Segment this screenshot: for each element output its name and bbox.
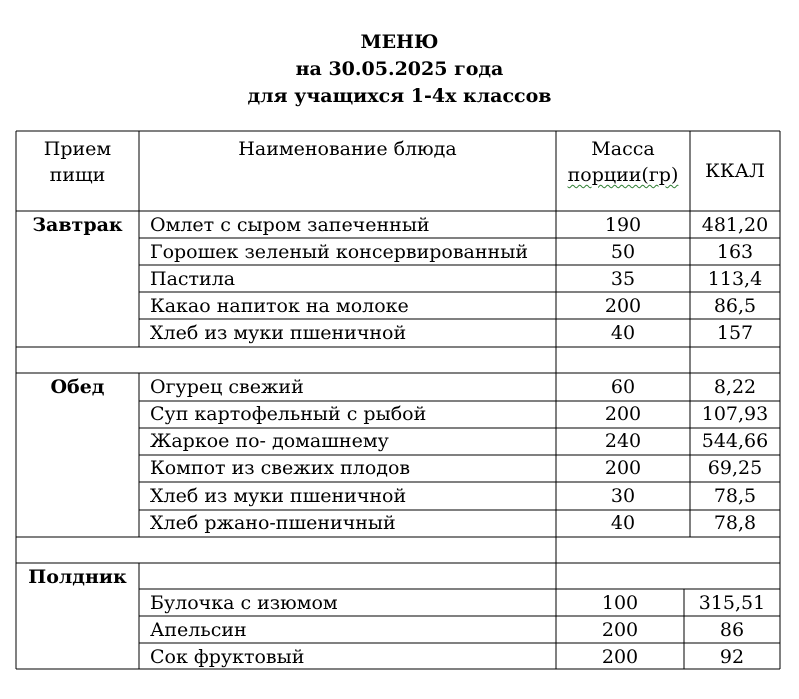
dish-kcal: 163 bbox=[716, 241, 754, 263]
dish-name: Какао напиток на молоке bbox=[150, 295, 409, 317]
dish-mass: 190 bbox=[604, 214, 642, 236]
dish-kcal: 107,93 bbox=[701, 403, 769, 425]
dish-name: Суп картофельный с рыбой bbox=[150, 403, 427, 425]
dish-mass: 240 bbox=[604, 430, 642, 452]
dish-kcal: 78,5 bbox=[713, 485, 757, 507]
dish-name: Огурец свежий bbox=[150, 376, 304, 398]
dish-name: Булочка с изюмом bbox=[150, 592, 338, 614]
dish-mass: 200 bbox=[601, 619, 639, 641]
dish-mass: 200 bbox=[604, 457, 642, 479]
section-snack-label: Полдник bbox=[28, 566, 127, 588]
header-meal: Прием пищи bbox=[43, 138, 112, 186]
section-breakfast-label: Завтрак bbox=[32, 214, 123, 236]
dish-kcal: 113,4 bbox=[707, 268, 763, 290]
dish-name: Пастила bbox=[150, 268, 236, 290]
dish-name: Горошек зеленый консервированный bbox=[150, 241, 528, 263]
header-kcal: ККАЛ bbox=[705, 160, 765, 182]
dish-mass: 200 bbox=[604, 295, 642, 317]
dish-name: Хлеб из муки пшеничной bbox=[150, 485, 407, 507]
dish-mass: 200 bbox=[601, 646, 639, 668]
menu-audience: для учащихся 1-4х классов bbox=[247, 85, 552, 107]
section-lunch-label: Обед bbox=[50, 376, 105, 398]
dish-name: Омлет с сыром запеченный bbox=[150, 214, 430, 236]
menu-title: МЕНЮ bbox=[360, 31, 439, 53]
dish-name: Сок фруктовый bbox=[150, 646, 305, 668]
dish-mass: 50 bbox=[610, 241, 636, 263]
dish-kcal: 92 bbox=[719, 646, 745, 668]
menu-date: на 30.05.2025 года bbox=[295, 58, 504, 80]
dish-kcal: 315,51 bbox=[698, 592, 766, 614]
dish-name: Хлеб ржано-пшеничный bbox=[150, 512, 396, 534]
dish-kcal: 86 bbox=[719, 619, 745, 641]
header-mass: Масса порции(гр) bbox=[567, 138, 679, 186]
dish-name: Компот из свежих плодов bbox=[150, 457, 411, 479]
dish-kcal: 69,25 bbox=[707, 457, 763, 479]
dish-mass: 40 bbox=[610, 322, 636, 344]
dish-mass: 40 bbox=[610, 512, 636, 534]
dish-name: Апельсин bbox=[150, 619, 247, 641]
dish-kcal: 78,8 bbox=[713, 512, 757, 534]
dish-kcal: 481,20 bbox=[701, 214, 769, 236]
dish-mass: 100 bbox=[601, 592, 639, 614]
dish-mass: 200 bbox=[604, 403, 642, 425]
dish-mass: 35 bbox=[610, 268, 636, 290]
dish-kcal: 8,22 bbox=[713, 376, 757, 398]
dish-name: Хлеб из муки пшеничной bbox=[150, 322, 407, 344]
dish-mass: 60 bbox=[610, 376, 636, 398]
dish-mass: 30 bbox=[610, 485, 636, 507]
dish-kcal: 544,66 bbox=[701, 430, 769, 452]
dish-kcal: 157 bbox=[716, 322, 754, 344]
dish-name: Жаркое по- домашнему bbox=[150, 430, 389, 452]
header-dish: Наименование блюда bbox=[238, 138, 457, 160]
dish-kcal: 86,5 bbox=[713, 295, 757, 317]
